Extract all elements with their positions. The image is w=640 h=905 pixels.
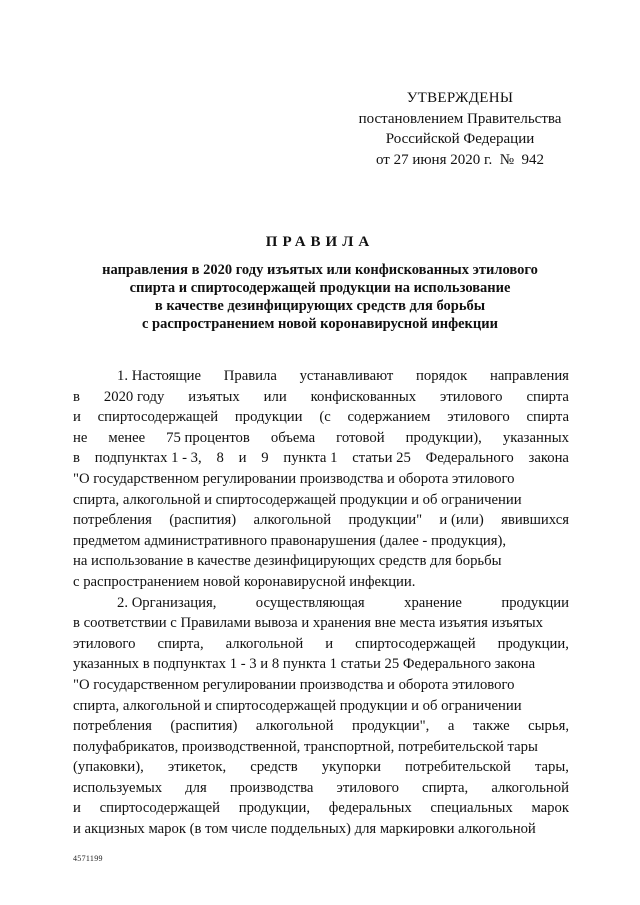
body-word: этикеток,	[167, 759, 227, 776]
body-text-line	[73, 469, 569, 490]
body-text-line	[73, 387, 569, 408]
document-id: 4571199	[73, 854, 103, 863]
body-word: полуфабрикатов, производственной, транспортной, потребительской тары	[73, 738, 538, 755]
body-text-line	[73, 737, 569, 758]
body-word: (распития)	[170, 718, 238, 735]
body-word: и акцизных марок (в том числе поддельных) для маркировки алкогольной	[73, 821, 536, 838]
body-word: также	[472, 718, 510, 735]
body-word: спиртосодержащей	[355, 635, 476, 652]
body-word: содержанием	[347, 409, 431, 426]
body-text-line	[73, 572, 569, 593]
body-word: тары,	[534, 759, 569, 776]
body-word: порядок	[416, 368, 468, 384]
body-word: в	[73, 450, 80, 467]
body-text-line	[73, 819, 569, 840]
body-word: 75 процентов	[166, 429, 250, 446]
body-word: спирта, алкогольной и спиртосодержащей продукции и об ограничении	[73, 491, 522, 508]
body-word: спирта	[526, 388, 569, 405]
body-word: используемых	[73, 779, 163, 796]
subtitle-line: направления в 2020 году изъятых или конфискованных этилового	[102, 262, 538, 278]
body-word: 1. Настоящие	[117, 368, 202, 384]
body-word: или	[263, 388, 287, 405]
body-word: указанных	[502, 429, 569, 446]
body-word: устанавливают	[299, 368, 394, 384]
body-text-line	[73, 798, 569, 819]
body-word: и (или)	[439, 512, 484, 529]
body-word: алкогольной	[255, 718, 334, 735]
body-word: марок	[531, 800, 569, 817]
body-word: продукции	[501, 594, 569, 611]
body-word: указанных в подпунктах 1 - 3 и 8 пункта 1 статьи 25 Федерального закона	[73, 656, 536, 673]
body-word: хранение	[404, 594, 462, 611]
body-word: федеральных	[328, 800, 412, 817]
body-word: (распития)	[169, 512, 237, 529]
body-word: потребительской	[405, 759, 511, 776]
body-text-line	[73, 428, 569, 449]
body-word: менее	[108, 429, 146, 446]
body-word: спиртосодержащей	[97, 409, 219, 426]
subtitle-line: с распространением новой коронавирусной инфекции	[142, 316, 498, 332]
body-word: подпунктах 1 - 3,	[94, 450, 202, 467]
body-text-line	[73, 696, 569, 717]
body-word: в соответствии с Правилами вывоза и хранения вне места изъятия изъятых	[73, 615, 543, 632]
body-text-line	[73, 448, 569, 469]
body-word: алкогольной	[225, 635, 304, 652]
body-word: спирта,	[422, 779, 469, 796]
body-text-line	[73, 634, 569, 655]
body-word: спирта,	[157, 635, 204, 652]
body-text-line	[73, 654, 569, 675]
approval-decree-line: постановлением Правительства	[358, 110, 562, 127]
body-text-line	[73, 551, 569, 572]
subtitle-line: в качестве дезинфицирующих средств для борьбы	[154, 298, 486, 314]
body-word: (с	[319, 409, 331, 426]
body-word: и	[325, 635, 334, 652]
body-word: и	[73, 800, 81, 817]
body-word: продукции"	[348, 512, 423, 529]
body-word: закона	[528, 450, 569, 467]
body-text-line	[73, 716, 569, 737]
body-word: осуществляющая	[255, 594, 365, 611]
body-word: алкогольной	[491, 779, 569, 796]
body-word: спиртосодержащей	[99, 800, 221, 817]
body-word: специальных	[430, 800, 513, 817]
body-word: "О государственном регулировании производства и оборота этилового	[73, 676, 515, 693]
body-word: средств	[250, 759, 298, 776]
document-body	[73, 366, 569, 840]
body-text-line	[73, 490, 569, 511]
body-word: производства	[229, 779, 314, 796]
body-word: и	[238, 450, 247, 467]
body-text-line	[73, 366, 569, 387]
body-word: сырья,	[528, 718, 569, 735]
body-word: продукции),	[405, 429, 482, 446]
body-word: Федерального	[425, 450, 514, 467]
approval-block	[340, 88, 580, 170]
body-word: направления	[489, 368, 569, 384]
body-word: и	[73, 409, 81, 426]
body-word: этилового	[440, 388, 503, 405]
body-word: пункта 1	[283, 450, 338, 467]
document-title: ПРАВИЛА	[265, 234, 375, 250]
body-word: на использование в качестве дезинфицирующих средств для борьбы	[73, 553, 502, 570]
body-word: в	[73, 388, 80, 405]
body-word: конфискованных	[310, 388, 417, 405]
body-word: не	[73, 429, 88, 446]
body-word: продукции	[234, 409, 303, 426]
body-text-line	[73, 675, 569, 696]
body-word: 8	[216, 450, 224, 467]
body-text-line	[73, 778, 569, 799]
body-word: продукции,	[497, 635, 569, 652]
body-word: укупорки	[321, 759, 381, 776]
body-word: 9	[261, 450, 269, 467]
body-word: "О государственном регулировании производства и оборота этилового	[73, 470, 515, 487]
body-word: алкогольной	[253, 512, 332, 529]
body-word: (упаковки),	[73, 759, 144, 776]
body-text-line	[73, 593, 569, 614]
body-word: продукции",	[352, 718, 430, 735]
body-word: этилового	[73, 635, 136, 652]
body-word: спирта, алкогольной и спиртосодержащей продукции и об ограничении	[73, 697, 522, 714]
body-word: для	[185, 779, 207, 796]
subtitle-line: спирта и спиртосодержащей продукции на использование	[129, 280, 511, 296]
approval-date-number-line: от 27 июня 2020 г. № 942	[375, 151, 545, 168]
body-word: предметом административного правонарушения (далее - продукция),	[73, 532, 507, 549]
body-text-line	[73, 757, 569, 778]
body-text-line	[73, 613, 569, 634]
body-text-line	[73, 510, 569, 531]
body-word: явившихся	[501, 512, 569, 529]
body-word: этилового	[336, 779, 399, 796]
body-word: изъятых	[188, 388, 240, 405]
body-word: продукции,	[238, 800, 311, 817]
body-word: Правила	[223, 368, 277, 384]
approval-authority-line: Российской Федерации	[385, 131, 535, 147]
body-word: этилового	[447, 409, 510, 426]
body-word: с распространением новой коронавирусной инфекции.	[73, 573, 416, 590]
body-text-line	[73, 531, 569, 552]
body-text-line	[73, 407, 569, 428]
body-word: потребления	[73, 718, 152, 735]
body-word: объема	[270, 429, 316, 446]
body-word: готовой	[336, 429, 385, 446]
document-subtitle	[60, 261, 580, 333]
body-word: потребления	[73, 512, 152, 529]
body-word: 2. Организация,	[117, 594, 217, 611]
body-word: статьи 25	[352, 450, 411, 467]
approval-heading: УТВЕРЖДЕНЫ	[406, 90, 514, 106]
body-word: спирта	[526, 409, 569, 426]
body-word: 2020 году	[103, 388, 165, 405]
body-word: а	[447, 718, 455, 735]
